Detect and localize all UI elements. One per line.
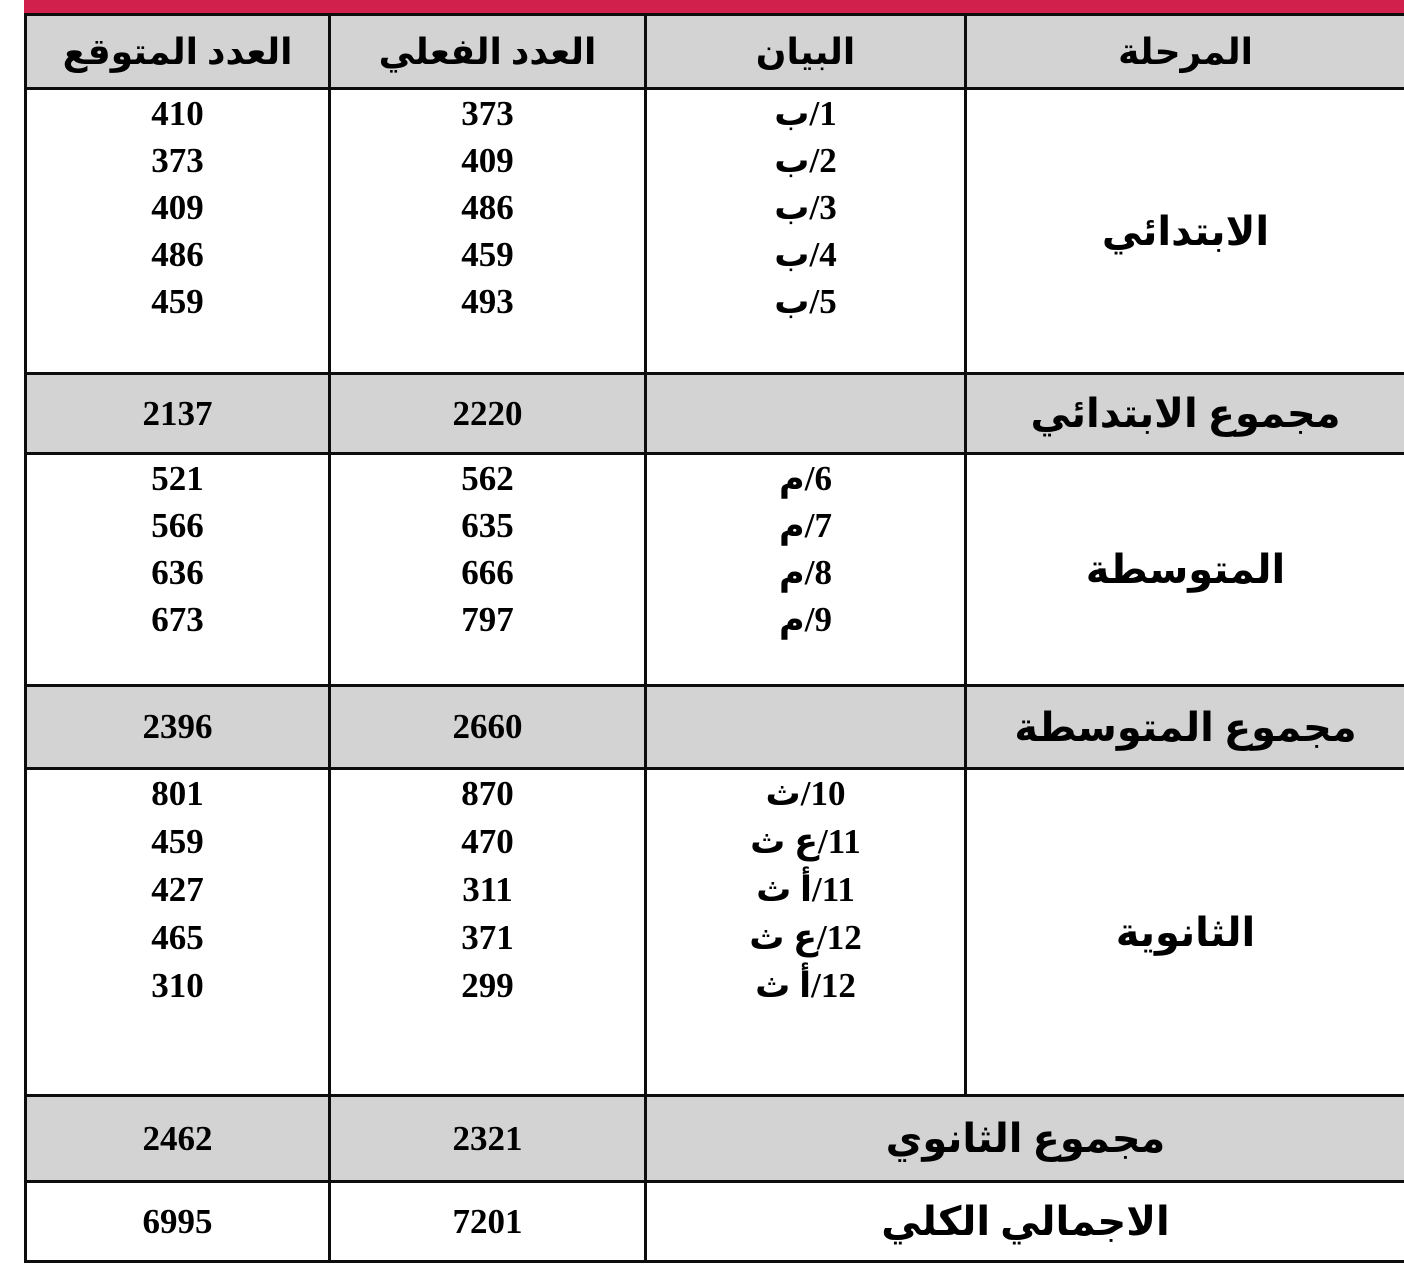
- grand-total-row: [26, 1182, 1404, 1262]
- grand-total-actual: 7201: [330, 1182, 646, 1262]
- bayan-cell-middle: [646, 454, 966, 686]
- actual-cell-elementary: [330, 89, 646, 374]
- total-actual-secondary: 2321: [330, 1096, 646, 1182]
- expected-value: 673: [151, 600, 204, 639]
- bayan-cell-empty: [646, 374, 966, 454]
- actual-cell-secondary: [330, 769, 646, 1096]
- bayan-cell-empty: [646, 686, 966, 769]
- actual-value: 493: [461, 282, 514, 321]
- total-label-elementary: مجموع الابتدائي: [966, 374, 1404, 454]
- section-middle: [26, 454, 1404, 686]
- expected-value: 409: [151, 188, 204, 227]
- bayan-value: 4/ب: [774, 235, 837, 274]
- bayan-value: 1/ب: [774, 94, 837, 133]
- total-label-secondary: مجموع الثانوي: [646, 1096, 1404, 1182]
- bayan-value: 12/ع ث: [749, 918, 862, 957]
- section-secondary: [26, 769, 1404, 1096]
- grand-total-label: الاجمالي الكلي: [646, 1182, 1404, 1262]
- col-header-bayan: البيان: [646, 15, 966, 89]
- actual-value: 459: [461, 235, 514, 274]
- actual-value: 797: [461, 600, 514, 639]
- bayan-cell-secondary: [646, 769, 966, 1096]
- stage-label-secondary: الثانوية: [966, 769, 1404, 1096]
- total-row-elementary: [26, 374, 1404, 454]
- stage-label-elementary: الابتدائي: [966, 89, 1404, 374]
- actual-cell-middle: [330, 454, 646, 686]
- total-row-secondary: [26, 1096, 1404, 1182]
- actual-value: 371: [461, 918, 514, 957]
- expected-value: 410: [151, 94, 204, 133]
- expected-value: 636: [151, 553, 204, 592]
- expected-value: 521: [151, 459, 204, 498]
- bayan-value: 12/أ ث: [755, 966, 856, 1005]
- total-row-middle: [26, 686, 1404, 769]
- expected-value: 566: [151, 506, 204, 545]
- actual-value: 562: [461, 459, 514, 498]
- total-actual-middle: 2660: [330, 686, 646, 769]
- expected-cell-elementary: [26, 89, 330, 374]
- actual-value: 409: [461, 141, 514, 180]
- expected-value: 310: [151, 966, 204, 1005]
- bayan-value: 10/ث: [765, 774, 846, 813]
- actual-value: 373: [461, 94, 514, 133]
- bayan-value: 8/م: [779, 553, 832, 592]
- bayan-value: 3/ب: [774, 188, 837, 227]
- actual-value: 666: [461, 553, 514, 592]
- actual-value: 311: [462, 870, 513, 909]
- enrollment-table: [24, 13, 1404, 1263]
- expected-value: 465: [151, 918, 204, 957]
- col-header-stage: المرحلة: [966, 15, 1404, 89]
- expected-cell-secondary: [26, 769, 330, 1096]
- expected-cell-middle: [26, 454, 330, 686]
- section-elementary: [26, 89, 1404, 374]
- col-header-expected: العدد المتوقع: [26, 15, 330, 89]
- expected-value: 486: [151, 235, 204, 274]
- total-actual-elementary: 2220: [330, 374, 646, 454]
- bayan-value: 7/م: [779, 506, 832, 545]
- top-accent-bar: [24, 0, 1404, 13]
- actual-value: 299: [461, 966, 514, 1005]
- col-header-actual: العدد الفعلي: [330, 15, 646, 89]
- actual-value: 870: [461, 774, 514, 813]
- total-expected-secondary: 2462: [26, 1096, 330, 1182]
- stage-label-middle: المتوسطة: [966, 454, 1404, 686]
- grand-total-expected: 6995: [26, 1182, 330, 1262]
- bayan-value: 2/ب: [774, 141, 837, 180]
- bayan-value: 9/م: [779, 600, 832, 639]
- actual-value: 635: [461, 506, 514, 545]
- total-expected-elementary: 2137: [26, 374, 330, 454]
- total-expected-middle: 2396: [26, 686, 330, 769]
- bayan-value: 5/ب: [774, 282, 837, 321]
- expected-value: 459: [151, 282, 204, 321]
- actual-value: 470: [461, 822, 514, 861]
- total-label-middle: مجموع المتوسطة: [966, 686, 1404, 769]
- header-row: [26, 15, 1404, 89]
- expected-value: 459: [151, 822, 204, 861]
- actual-value: 486: [461, 188, 514, 227]
- bayan-value: 11/أ ث: [756, 870, 855, 909]
- bayan-value: 11/ع ث: [750, 822, 861, 861]
- expected-value: 373: [151, 141, 204, 180]
- bayan-cell-elementary: [646, 89, 966, 374]
- expected-value: 801: [151, 774, 204, 813]
- expected-value: 427: [151, 870, 204, 909]
- bayan-value: 6/م: [779, 459, 832, 498]
